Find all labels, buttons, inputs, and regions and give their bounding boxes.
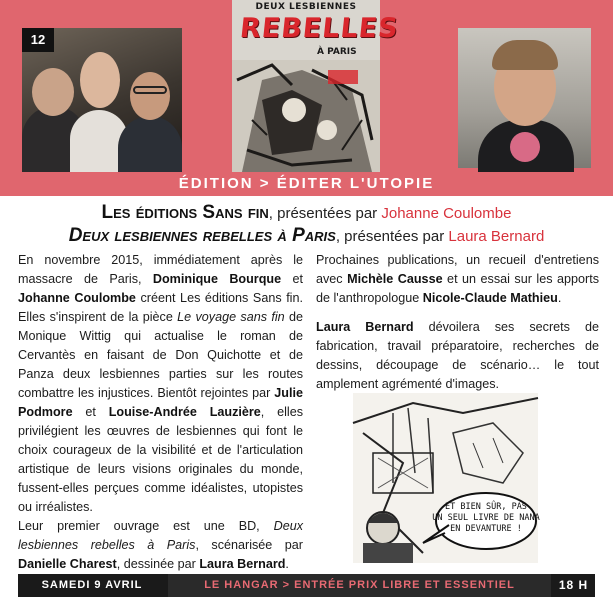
text-run: créent Les éditions Sans fin. Elles s'inspirent de la pièce bbox=[18, 291, 303, 324]
text-run: Leur premier ouvrage est une BD, bbox=[18, 519, 274, 533]
title-publisher: Les éditions Sans fin bbox=[101, 202, 269, 223]
text-run: , elles privilégient les œuvres de lesbiennes qui font le choix courageux de la visibilité et de l'articulation artistique de leurs visions originales du monde, fussent-elles perçues comme idéalistes, utopistes ou irréalistes. bbox=[18, 405, 304, 514]
text-run: . bbox=[557, 291, 562, 305]
name-danielle-charest: Danielle Charest bbox=[18, 557, 117, 571]
right-paragraph-2 bbox=[316, 318, 599, 394]
text-run: dévoilera ses secrets de fabrication, travail préparatoire, recherches de dessins, découpage de scénario… le tout amplement agrémenté d'images. bbox=[316, 320, 599, 391]
glasses-shape bbox=[133, 86, 167, 94]
comic-drawing bbox=[353, 393, 538, 563]
poster-illustration bbox=[232, 60, 380, 172]
poster-title-line1: DEUX LESBIENNES bbox=[255, 2, 357, 12]
left-column-text bbox=[18, 251, 303, 574]
name-laura-bernard: Laura Bernard bbox=[316, 320, 414, 334]
poster-cover bbox=[232, 0, 401, 172]
speech-bubble-text: ET BIEN SÛR, PAS bbox=[445, 502, 527, 512]
name-nicole-claude-mathieu: Nicole-Claude Mathieu bbox=[422, 291, 558, 305]
event-venue: LE HANGAR > ENTRÉE PRIX LIBRE ET ESSENTIEL bbox=[168, 574, 551, 597]
book-title: Deux lesbiennes rebelles à Paris bbox=[18, 519, 303, 552]
title-line-1 bbox=[0, 202, 613, 224]
name-laura-bernard: Laura Bernard bbox=[199, 557, 286, 571]
name-julie-podmore: Julie Podmore bbox=[18, 386, 303, 419]
section-heading: ÉDITION > ÉDITER L'UTOPIE bbox=[0, 172, 613, 196]
photo-three-women bbox=[22, 28, 182, 168]
hair-shape bbox=[492, 40, 558, 70]
text-run: En novembre 2015, immédiatement après le massacre de Paris, bbox=[18, 253, 303, 286]
person-left-face bbox=[32, 68, 74, 116]
text-run: et bbox=[72, 405, 109, 419]
title-1-connector: , présentées par bbox=[268, 205, 382, 222]
name-michele-causse: Michèle Causse bbox=[347, 272, 443, 286]
text-run: et un essai sur les apports de l'anthropologue bbox=[316, 272, 599, 305]
name-louise-andree-lauziere: Louise-Andrée Lauzière bbox=[108, 405, 261, 419]
tshirt-print bbox=[510, 132, 540, 162]
person-center-face bbox=[80, 52, 120, 108]
poster-title-line3: À PARIS bbox=[317, 47, 357, 57]
person-right-face bbox=[130, 72, 170, 120]
title-book: Deux lesbiennes rebelles à Paris bbox=[68, 225, 336, 246]
header-band bbox=[0, 0, 613, 172]
speech-bubble-text: UN SEUL LIVRE DE NANA bbox=[432, 513, 540, 523]
text-run: et bbox=[281, 272, 303, 286]
event-date: SAMEDI 9 AVRIL bbox=[41, 579, 143, 591]
poster-title-line2: REBELLES bbox=[238, 13, 401, 44]
person-right-body bbox=[118, 116, 182, 176]
text-run: Prochaines publications, un recueil d'entretiens avec bbox=[316, 253, 599, 286]
name-johanne-coulombe: Johanne Coulombe bbox=[18, 291, 136, 305]
text-run: . bbox=[285, 557, 289, 571]
event-time: 18 H bbox=[558, 578, 589, 592]
title-2-presenter: Laura Bernard bbox=[448, 228, 545, 245]
play-title: Le voyage sans fin bbox=[177, 310, 285, 324]
speech-bubble-text: EN DEVANTURE ! bbox=[450, 524, 522, 534]
text-run: de Monique Wittig qui actualise le roman de Cervantès en faisant de Don Quichotte et de Panza deux lesbiennes parties sur les routes combattre les injustices. Bientôt rejointes par bbox=[18, 310, 303, 400]
comic-panel bbox=[353, 393, 538, 563]
name-dominique-bourque: Dominique Bourque bbox=[152, 272, 282, 286]
photo-laura-bernard bbox=[458, 28, 591, 168]
text-run: , dessinée par bbox=[116, 557, 200, 571]
left-paragraph-1 bbox=[18, 251, 303, 517]
text-run: , scénarisée par bbox=[195, 538, 303, 552]
page-number: 12 bbox=[22, 28, 54, 52]
left-paragraph-2 bbox=[18, 517, 303, 574]
title-1-presenter: Johanne Coulombe bbox=[381, 205, 512, 222]
right-paragraph-1 bbox=[316, 251, 599, 308]
title-line-2 bbox=[0, 225, 613, 247]
right-column-text bbox=[316, 251, 599, 394]
event-info-bar bbox=[18, 574, 595, 597]
title-2-connector: , présentées par bbox=[335, 228, 449, 245]
